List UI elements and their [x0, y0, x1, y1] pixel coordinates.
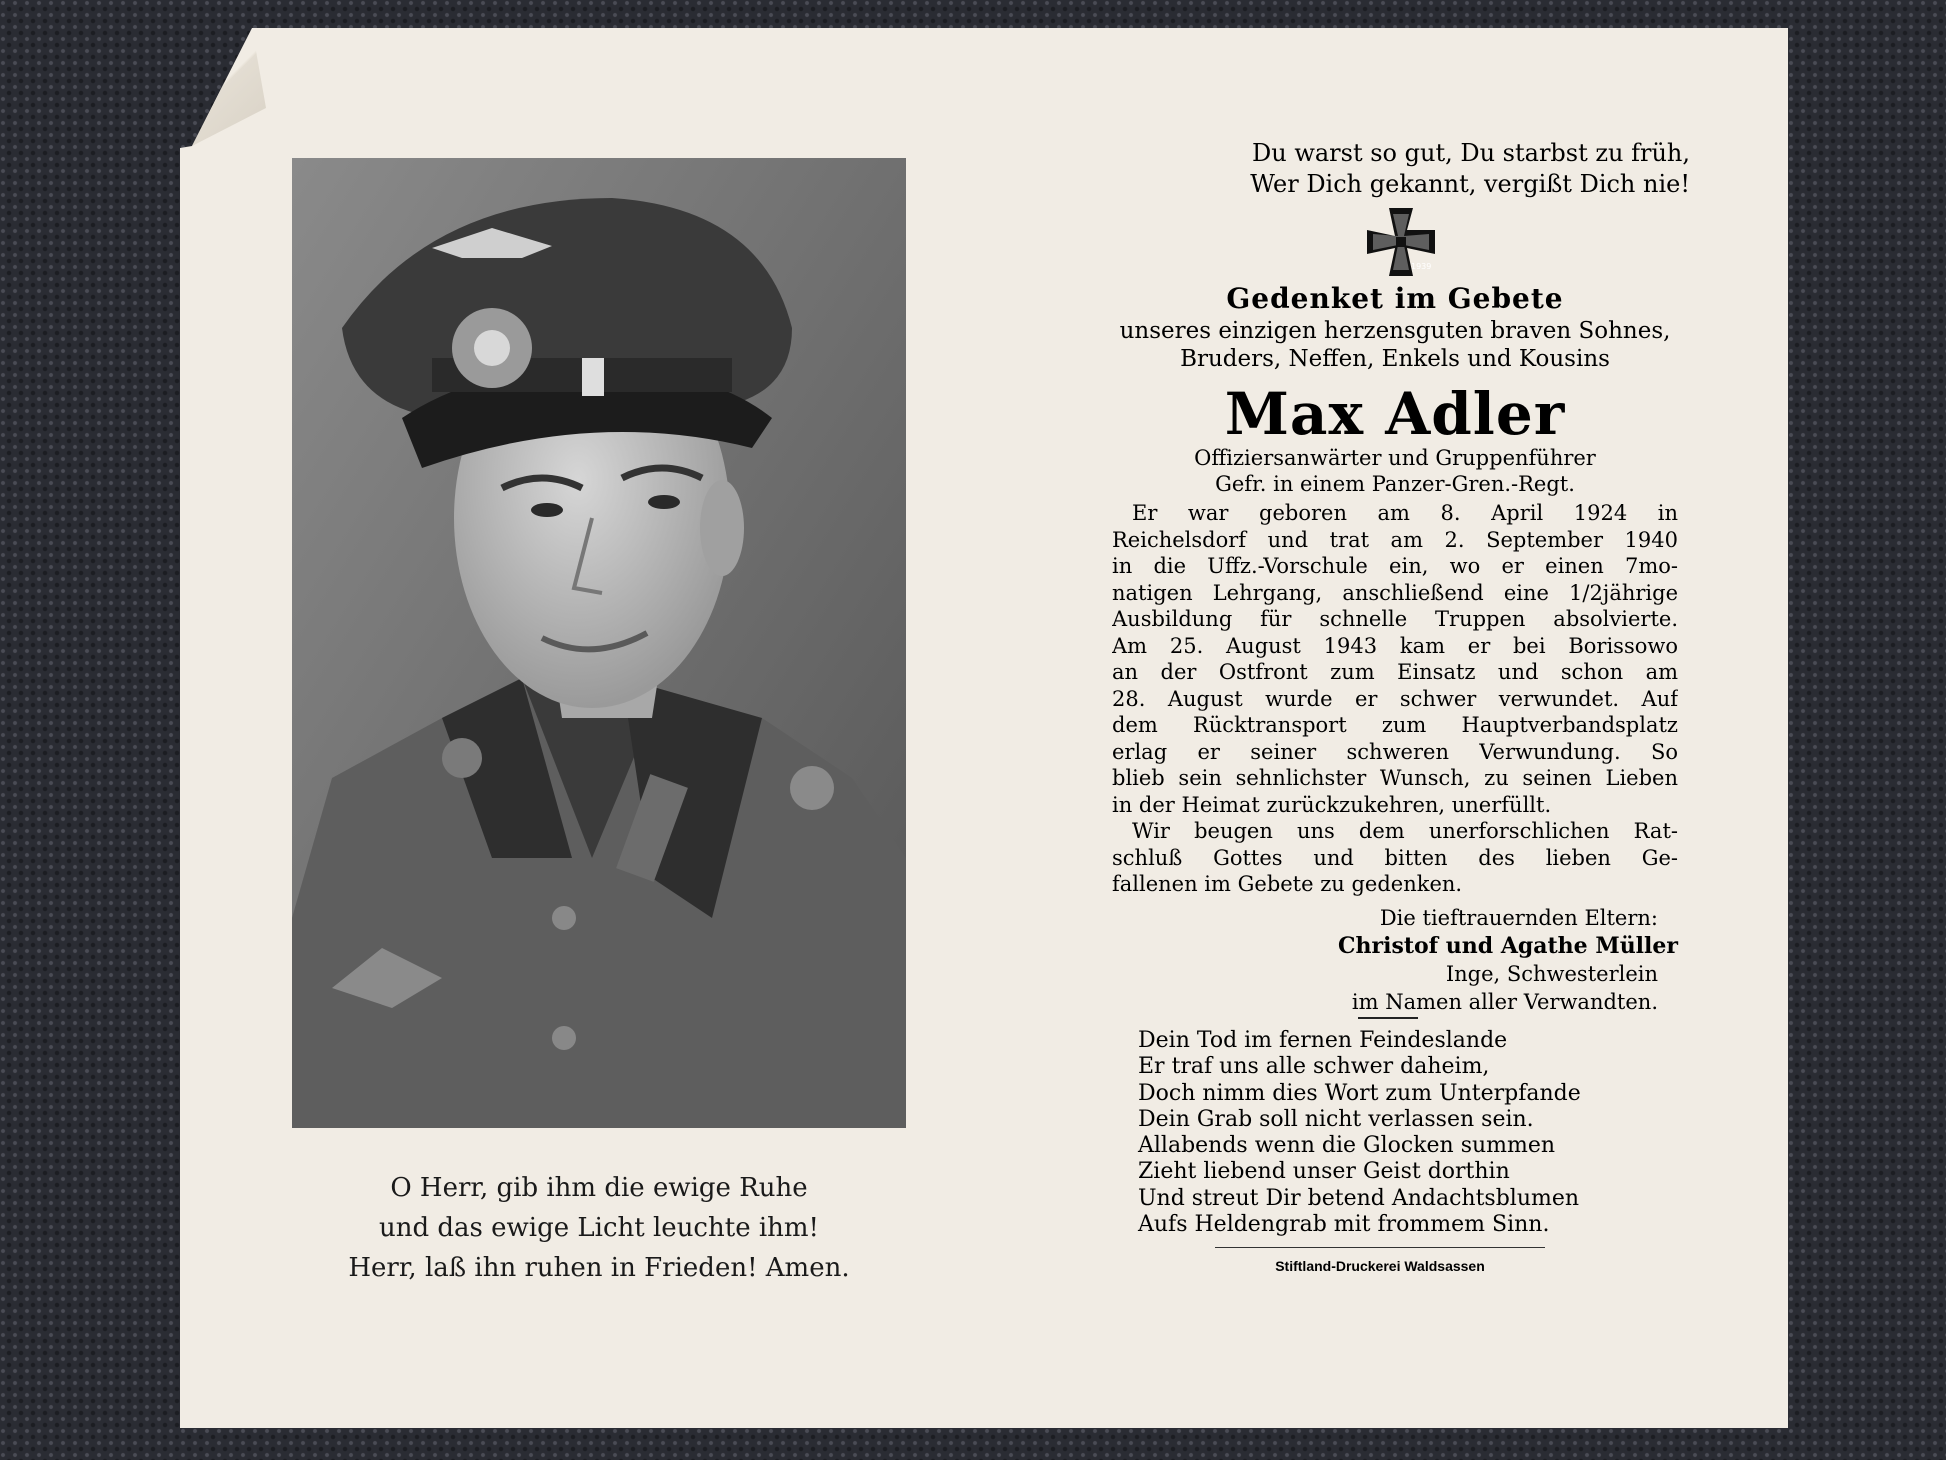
- printer-credit: Stiftland-Druckerei Waldsassen: [1275, 1258, 1485, 1274]
- deceased-name: Max Adler: [1224, 380, 1566, 448]
- rank-line-1: Offiziersanwärter und Gruppenführer: [1194, 446, 1596, 470]
- divider: [1358, 1017, 1418, 1019]
- poem-line: Dein Tod im fernen Feindeslande: [1138, 1028, 1508, 1053]
- motto-line-1: Du warst so gut, Du starbst zu früh,: [1251, 139, 1690, 167]
- poem-line: Er traf uns alle schwer daheim,: [1138, 1054, 1490, 1080]
- closing-prayer: [292, 1168, 906, 1288]
- biography-line: 28. August wurde er schwer verwundet. Auf: [1112, 686, 1678, 711]
- heading: Gedenket im Gebete: [1226, 282, 1564, 315]
- biography: [1112, 500, 1678, 898]
- prayer-line-2: und das ewige Licht leuchte ihm!: [378, 1213, 820, 1243]
- prayer-line-3: Herr, laß ihn ruhen in Frieden! Amen.: [348, 1253, 850, 1283]
- biography-line: Reichelsdorf und trat am 2. September 1940: [1112, 527, 1678, 552]
- mourners: [1110, 904, 1678, 1016]
- iron-cross-icon: [1365, 206, 1437, 278]
- biography-line: an der Ostfront zum Einsatz und schon am: [1112, 660, 1678, 684]
- poem-line: Dein Grab soll nicht verlassen sein.: [1138, 1106, 1534, 1132]
- sister-line: Inge, Schwesterlein: [1445, 962, 1658, 986]
- biography-line: fallenen im Gebete zu gedenken.: [1112, 872, 1463, 896]
- biography-line: Er war geboren am 8. April 1924 in: [1132, 501, 1678, 525]
- biography-line: in die Uffz.-Vorschule ein, wo er einen 7mo-: [1112, 554, 1678, 578]
- biography-line: in der Heimat zurückzukehren, unerfüllt.: [1112, 792, 1552, 817]
- biography-line: Wir beugen uns dem unerforschlichen Rat-: [1132, 819, 1678, 843]
- biography-line: dem Rücktransport zum Hauptverbandsplatz: [1112, 713, 1678, 737]
- biography-line: schluß Gottes und bitten des lieben Ge-: [1112, 845, 1678, 870]
- biography-line: erlag er seiner schweren Verwundung. So: [1112, 739, 1678, 764]
- biography-line: Ausbildung für schnelle Truppen absolvierte.: [1112, 607, 1678, 631]
- mourners-intro: Die tieftrauernden Eltern:: [1379, 906, 1658, 930]
- biography-line: natigen Lehrgang, anschließend eine 1/2jährige: [1112, 580, 1678, 605]
- intro-line-2: Bruders, Neffen, Enkels und Kousins: [1180, 346, 1610, 372]
- poem-line: Doch nimm dies Wort zum Unterpfande: [1138, 1080, 1581, 1106]
- biography-line: blieb sein sehnlichster Wunsch, zu seinen Lieben: [1112, 766, 1678, 790]
- parents-names: Christof und Agathe Müller: [1337, 933, 1678, 959]
- closing-line: im Namen aller Verwandten.: [1351, 990, 1658, 1014]
- soldier-portrait-photo: [292, 158, 906, 1128]
- poem-line: Zieht liebend unser Geist dorthin: [1138, 1159, 1510, 1185]
- motto: [1110, 138, 1690, 200]
- memorial-poem: [1138, 1028, 1678, 1238]
- rank-line-2: Gefr. in einem Panzer-Gren.-Regt.: [1215, 472, 1575, 496]
- biography-line: Am 25. August 1943 kam er bei Borissowo: [1112, 633, 1678, 658]
- printer-divider: [1215, 1247, 1545, 1248]
- prayer-line-1: O Herr, gib ihm die ewige Ruhe: [390, 1173, 808, 1203]
- motto-line-2: Wer Dich gekannt, vergißt Dich nie!: [1250, 170, 1690, 198]
- poem-line: Allabends wenn die Glocken summen: [1138, 1133, 1556, 1159]
- cross-year: 1939: [1411, 262, 1432, 271]
- poem-line: Aufs Heldengrab mit frommem Sinn.: [1138, 1212, 1550, 1238]
- poem-line: Und streut Dir betend Andachtsblumen: [1138, 1185, 1580, 1211]
- intro-line-1: unseres einzigen herzensguten braven Sohnes,: [1119, 318, 1671, 344]
